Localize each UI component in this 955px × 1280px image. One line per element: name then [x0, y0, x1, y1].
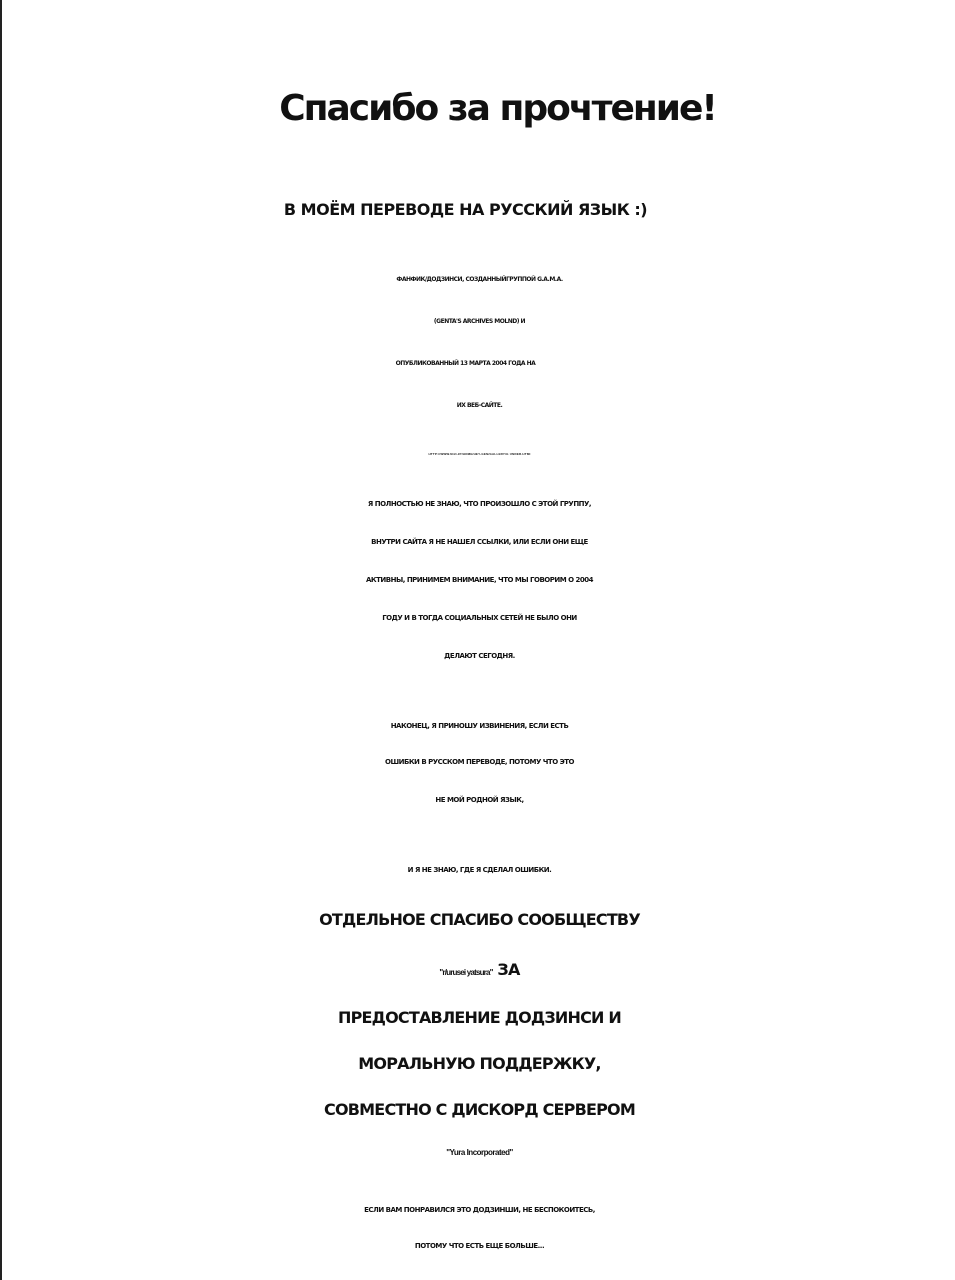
thanks-line-2 — [2, 960, 955, 979]
disclaimer-line-4: ГОДУ И В ТОГДА СОЦИАЛЬНЫХ СЕТЕЙ НЕ БЫЛО ОНИ — [382, 614, 577, 622]
community-name: "r/urusei yatsura" — [439, 968, 493, 977]
page-title: Спасибо за прочтение! — [279, 88, 716, 129]
closing-line-2: ПОТОМУ ЧТО ЕСТЬ ЕЩЕ БОЛЬШЕ... — [414, 1242, 545, 1250]
apology-line-1: НАКОНЕЦ, Я ПРИНОШУ ИЗВИНЕНИЯ, ЕСЛИ ЕСТЬ — [390, 722, 569, 730]
discord-server-name: "Yura Incorporated" — [446, 1148, 513, 1157]
source-url: HTTP://WWW.NIJI.JP/HOME/HEY-GEN/GALLERY/G UNDER.HTMI — [428, 452, 531, 456]
thanks-line-2-rest: ЗА — [497, 960, 520, 979]
disclaimer-line-2: ВНУТРИ САЙТА Я НЕ НАШЕЛ ССЫЛКИ, ИЛИ ЕСЛИ ОНИ ЕЩЕ — [371, 538, 588, 546]
disclaimer-line-1: Я ПОЛНОСТЬЮ НЕ ЗНАЮ, ЧТО ПРОИЗОШЛО С ЭТОЙ ГРУППУ, — [367, 500, 592, 508]
thanks-line-6 — [2, 1148, 955, 1157]
intro-line-4: ИХ ВЕБ-САЙТЕ. — [456, 402, 503, 409]
intro-line-2: (GENTA'S ARCHIVES MOLND) И — [433, 318, 526, 325]
disclaimer-line-3: АКТИВНЫ, ПРИНИМЕМ ВНИМАНИЕ, ЧТО МЫ ГОВОРИМ О 2004 — [366, 576, 593, 584]
thanks-line-5: СОВМЕСТНО С ДИСКОРД СЕРВЕРОМ — [324, 1100, 635, 1119]
intro-line-1: ФАНФИК/ДОДЗИНСИ, СОЗДАННЫЙГРУППОЙ G.A.M.A. — [396, 276, 563, 283]
closing-line-1: ЕСЛИ ВАМ ПОНРАВИЛСЯ ЭТО ДОДЗИНШИ, НЕ БЕСПОКОИТЕСЬ, — [364, 1206, 595, 1214]
thanks-line-1: ОТДЕЛЬНОЕ СПАСИБО СООБЩЕСТВУ — [319, 910, 640, 929]
disclaimer-line-5: ДЕЛАЮТ СЕГОДНЯ. — [444, 652, 515, 660]
thanks-line-4: МОРАЛЬНУЮ ПОДДЕРЖКУ, — [358, 1054, 601, 1073]
apology-line-4: И Я НЕ ЗНАЮ, ГДЕ Я СДЕЛАЛ ОШИБКИ. — [407, 866, 552, 874]
thanks-line-3: ПРЕДОСТАВЛЕНИЕ ДОДЗИНСИ И — [338, 1008, 621, 1027]
apology-line-3: НЕ МОЙ РОДНОЙ ЯЗЫК, — [435, 796, 524, 804]
intro-line-3: ОПУБЛИКОВАННЫЙ 13 МАРТА 2004 ГОДА НА — [395, 360, 536, 367]
apology-line-2: ОШИБКИ В РУССКОМ ПЕРЕВОДЕ, ПОТОМУ ЧТО ЭТО — [385, 758, 574, 766]
subtitle: В МОЁМ ПЕРЕВОДЕ НА РУССКИЙ ЯЗЫК :) — [283, 200, 648, 219]
